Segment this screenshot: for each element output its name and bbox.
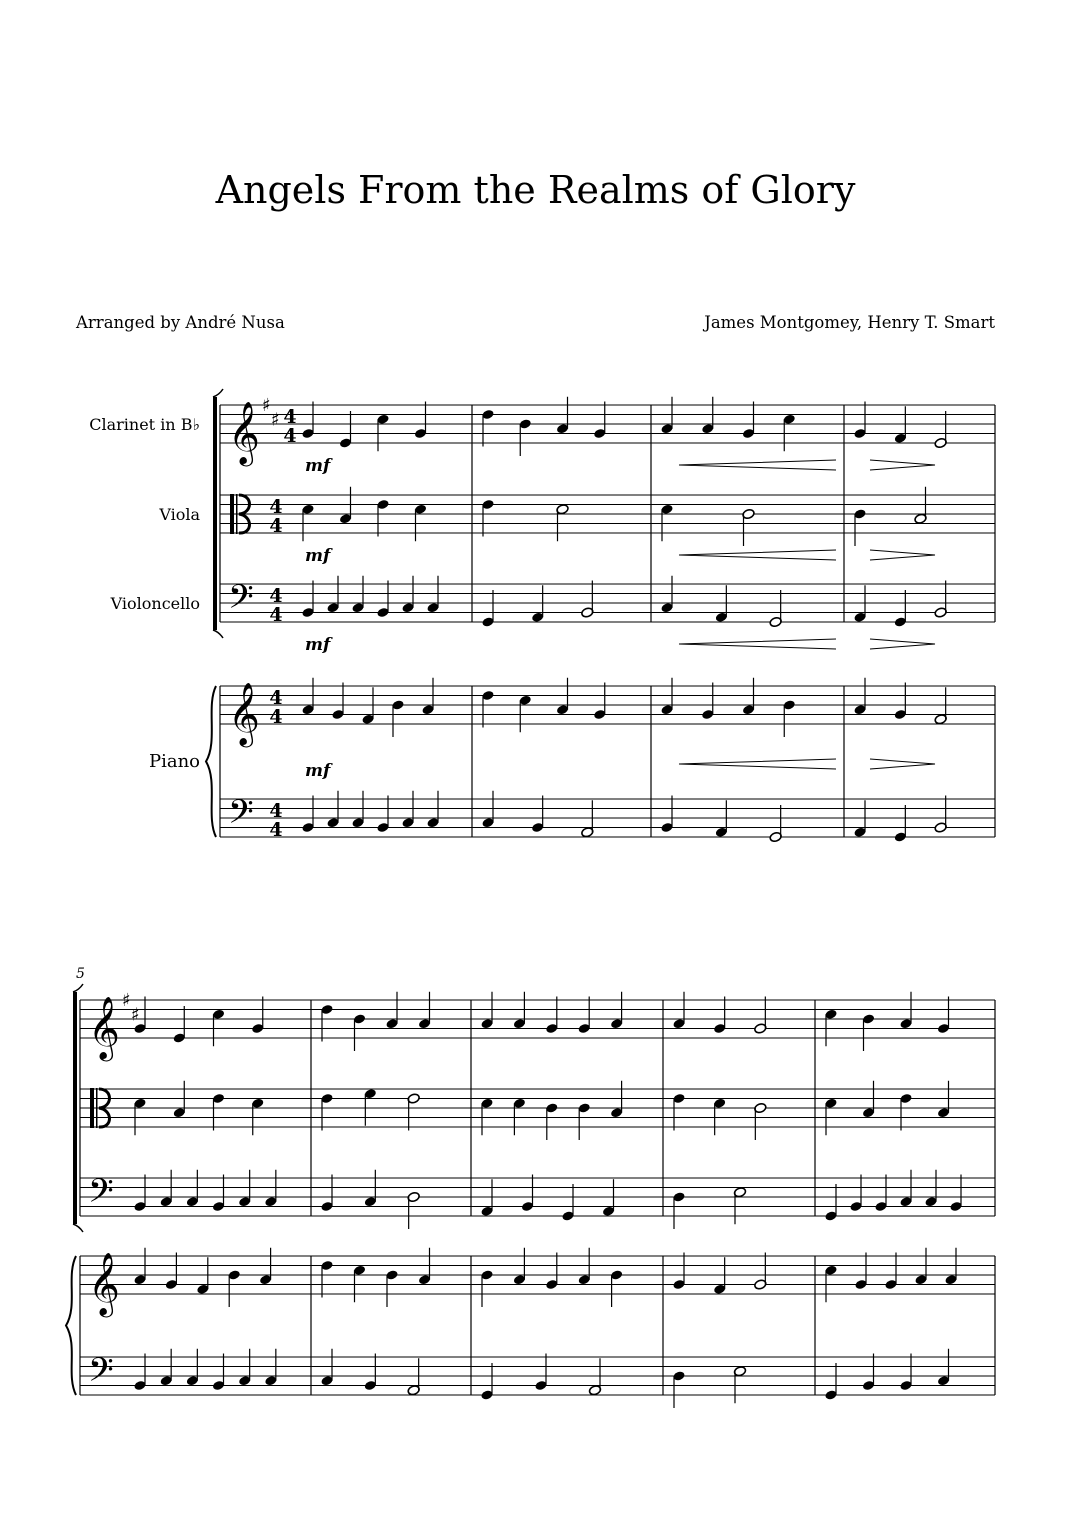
instrument-label-cello: Violoncello (110, 594, 200, 613)
dynamic-mark: mf (305, 635, 331, 655)
instrument-label-clarinet: Clarinet in B♭ (89, 415, 200, 434)
notes-staff-viola (301, 487, 927, 546)
treble-clef-icon: 𝄞 (228, 682, 260, 745)
time-signature-bottom: 4 (269, 515, 283, 537)
system-1 (206, 389, 995, 843)
decrescendo-hairpin (870, 460, 935, 470)
staff-cello (220, 584, 995, 622)
staff-piano-bass (220, 799, 995, 837)
dynamic-mark: mf (305, 546, 331, 566)
sharp-icon: ♯ (271, 409, 280, 431)
crescendo-hairpin (679, 550, 836, 560)
measure-number: 5 (76, 966, 85, 982)
sharp-icon: ♯ (131, 1004, 140, 1026)
piano-brace (66, 1256, 76, 1395)
time-signature-bottom: 4 (269, 604, 283, 626)
time-signature-top: 4 (269, 585, 283, 607)
time-signature-top: 4 (283, 406, 297, 428)
dynamic-mark: mf (305, 761, 331, 781)
notes-staff-clarinet (133, 992, 950, 1051)
bass-clef-icon: 𝄢 (228, 578, 254, 625)
arranger-credit: Arranged by André Nusa (76, 313, 285, 332)
piano-brace (206, 686, 216, 837)
page-title: Angels From the Realms of Glory (215, 168, 856, 212)
sharp-icon: ♯ (262, 395, 271, 416)
notes-staff-cello (133, 1170, 962, 1229)
decrescendo-hairpin (870, 639, 935, 649)
staff-clarinet (220, 405, 995, 443)
staff-systems (66, 389, 995, 1408)
time-signature-top: 4 (269, 496, 283, 518)
treble-clef-icon: 𝄞 (88, 996, 120, 1059)
decrescendo-hairpin (870, 759, 935, 769)
crescendo-hairpin (679, 639, 836, 649)
notes-staff-piano-treble (301, 678, 947, 737)
notes-staff-clarinet (301, 397, 947, 456)
dynamic-mark: mf (305, 456, 331, 476)
time-signature-bottom: 4 (269, 706, 283, 728)
notes-staff-piano-treble (133, 1248, 957, 1307)
sharp-icon: ♯ (122, 990, 131, 1011)
bass-clef-icon: 𝄢 (88, 1351, 114, 1398)
instrument-label-piano: Piano (148, 751, 200, 772)
decrescendo-hairpin (870, 550, 935, 560)
composer-credit: James Montgomey, Henry T. Smart (704, 313, 995, 332)
notes-staff-viola (133, 1081, 950, 1140)
treble-clef-icon: 𝄞 (88, 1252, 120, 1315)
notes-staff-piano-bass (133, 1349, 950, 1408)
time-signature-bottom: 4 (269, 819, 283, 841)
time-signature-top: 4 (269, 687, 283, 709)
bass-clef-icon: 𝄢 (228, 793, 254, 840)
system-2 (66, 984, 995, 1408)
treble-clef-icon: 𝄞 (228, 401, 260, 464)
bass-clef-icon: 𝄢 (88, 1172, 114, 1219)
time-signature-bottom: 4 (283, 425, 297, 447)
instrument-label-viola: Viola (159, 505, 200, 524)
staff-clarinet (80, 1000, 995, 1038)
time-signature-top: 4 (269, 800, 283, 822)
crescendo-hairpin (679, 460, 836, 470)
crescendo-hairpin (679, 759, 836, 769)
staff-viola (220, 495, 995, 533)
